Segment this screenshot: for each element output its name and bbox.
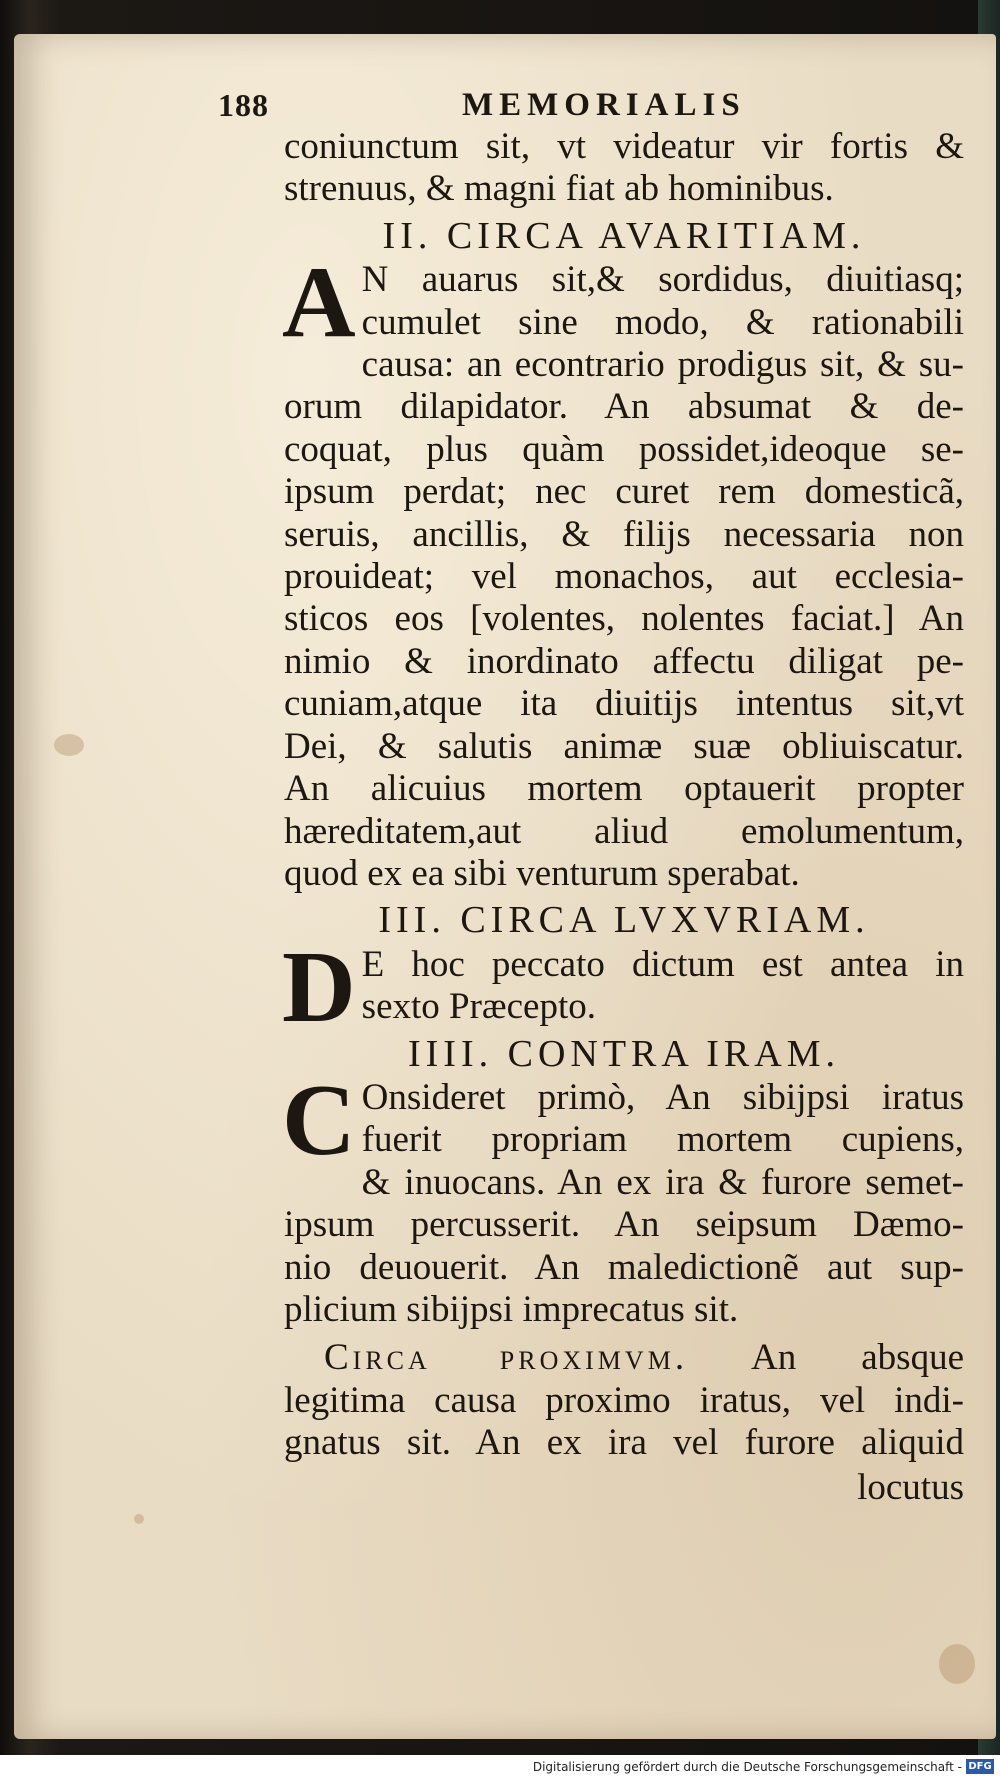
text-line: E hoc peccato dictum est antea in: [361, 943, 964, 985]
text-line: coquat, plus quàm possidet,ideoque se-: [284, 428, 964, 470]
section-proximum: [284, 1337, 964, 1464]
text-line: [284, 1337, 964, 1379]
text-line: ipsum perdat; nec curet rem domesticã,: [284, 471, 964, 513]
drop-cap: C: [282, 1063, 356, 1177]
text-line: causa: an econtrario prodigus sit, & su-: [361, 344, 964, 386]
section-heading-avaritia: II. CIRCA AVARITIAM.: [382, 214, 866, 257]
subsection-lead: Circa proximvm.: [324, 1337, 689, 1379]
text-line: & inuocans. An ex ira & furore semet-: [361, 1161, 964, 1203]
text-line: nio deuouerit. An maledictionẽ aut sup-: [284, 1246, 964, 1288]
text-line: cumulet sine modo, & rationabili: [361, 301, 964, 343]
text-line: sexto Præcepto.: [361, 986, 596, 1028]
text-line: nimio & inordinato affectu diligat pe-: [284, 640, 964, 682]
catchword: locutus: [857, 1466, 964, 1508]
page-number: 188: [218, 87, 269, 123]
text-line: plicium sibijpsi imprecatus sit.: [284, 1288, 739, 1330]
section-avaritia: [282, 246, 964, 895]
section-heading-luxuria: III. CIRCA LVXVRIAM.: [378, 899, 870, 942]
text-line: ipsum percusserit. An seipsum Dæmo-: [284, 1204, 964, 1246]
page-header: [218, 84, 964, 126]
text-line: prouideat; vel monachos, aut ecclesia-: [284, 556, 964, 598]
paper-stain: [54, 734, 84, 756]
drop-cap: D: [282, 930, 356, 1044]
section-ira: [282, 1063, 964, 1331]
text-line: strenuus, & magni fiat ab hominibus.: [284, 168, 834, 210]
running-head: MEMORIALIS: [462, 87, 746, 123]
text-line: cuniam,atque ita diuitijs intentus sit,vt: [284, 683, 964, 725]
text-line: gnatus sit. An ex ira vel furore aliquid: [284, 1422, 964, 1464]
text-line: legitima causa proximo iratus, vel indi-: [284, 1379, 964, 1421]
section-luxuria: [282, 930, 964, 1044]
paper-stain: [134, 1514, 144, 1524]
text-line: hæreditatem,aut aliud emolumentum,: [284, 810, 964, 852]
text-line: orum dilapidator. An absumat & de-: [284, 386, 964, 428]
section-heading-ira: IIII. CONTRA IRAM.: [408, 1032, 840, 1075]
footer-bar: [0, 1755, 1000, 1777]
text-line: coniunctum sit, vt videatur vir fortis &: [284, 126, 964, 167]
text-line: sticos eos [volentes, nolentes faciat.] An: [284, 598, 964, 640]
text-line: quod ex ea sibi venturum sperabat.: [284, 852, 800, 894]
text-line: Onsideret primò, An sibijpsi iratus: [361, 1076, 964, 1118]
page-text: [218, 84, 964, 1509]
text-fragment: An absque: [688, 1337, 964, 1379]
paper-stain: [939, 1644, 975, 1684]
funding-credit: Digitalisierung gefördert durch die Deutsche Forschungsgemeinschaft -: [532, 1760, 962, 1774]
text-line: seruis, ancillis, & filijs necessaria non: [284, 513, 964, 555]
text-line: Dei, & salutis animæ suæ obliuiscatur.: [284, 725, 964, 767]
drop-cap: A: [282, 246, 356, 360]
text-line: An alicuius mortem optauerit propter: [284, 768, 964, 810]
text-line: fuerit propriam mortem cupiens,: [361, 1119, 964, 1161]
text-line: N auarus sit,& sordidus, diuitiasq;: [361, 259, 964, 301]
dfg-logo: DFG: [966, 1759, 994, 1774]
